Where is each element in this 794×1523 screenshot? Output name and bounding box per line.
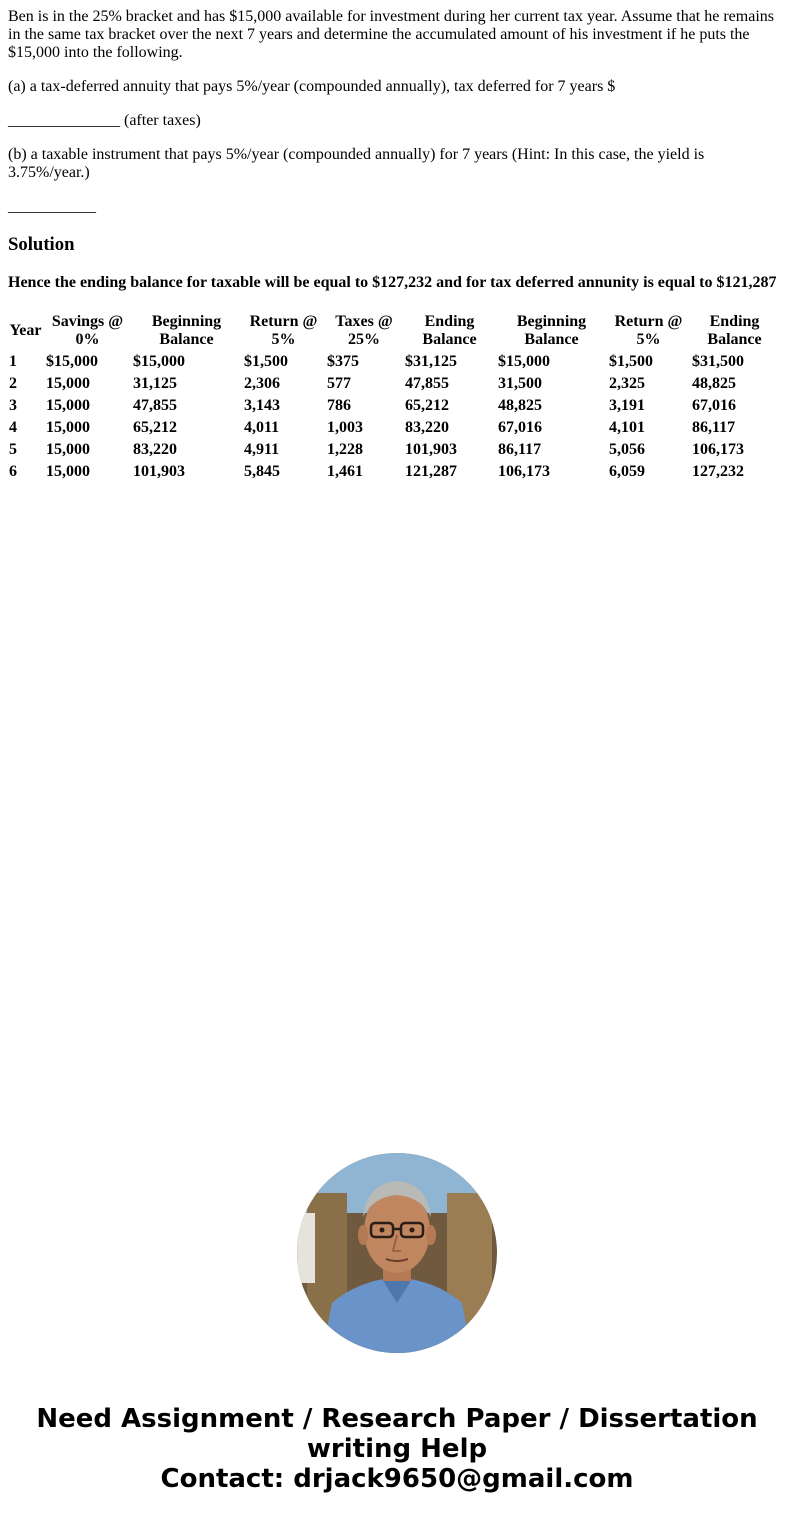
header-ending-balance-2: Ending Balance [707, 313, 762, 348]
header-return: Return @ 5% [249, 313, 318, 348]
person-portrait-icon [297, 1153, 497, 1353]
table-row [8, 352, 778, 372]
table-cell: $15,000 [133, 353, 185, 370]
table-cell: 15,000 [46, 441, 90, 458]
table-cell: 47,855 [133, 397, 177, 414]
header-ending-balance: Ending Balance [422, 313, 477, 348]
table-cell: 83,220 [405, 419, 449, 436]
table-cell: 65,212 [133, 419, 177, 436]
table-cell: 106,173 [692, 441, 744, 458]
header-beginning-balance: Beginning Balance [151, 313, 222, 348]
table-cell: 127,232 [692, 463, 744, 480]
table-cell: 101,903 [133, 463, 185, 480]
table-cell: 4,011 [244, 419, 280, 436]
question-part-b-blank: ___________ [8, 198, 96, 215]
banner-line-1: Need Assignment / Research Paper / Dissertation [36, 1404, 758, 1434]
table-cell: 15,000 [46, 463, 90, 480]
banner-line-2: writing Help [306, 1434, 488, 1464]
document-content [8, 8, 786, 484]
table-cell: 786 [327, 397, 351, 414]
question-intro: Ben is in the 25% bracket and has $15,000 available for investment during her current tax year. Assume that he remains in the same tax bracket over the next 7 years and determine the accumulated amount of his investment if he puts the $15,000 into the following. [8, 8, 774, 61]
table-cell: 48,825 [692, 375, 736, 392]
table-cell: $1,500 [609, 353, 653, 370]
table-cell: 3 [9, 397, 17, 414]
table-cell: 4,911 [244, 441, 280, 458]
table-cell: 1,461 [327, 463, 363, 480]
table-cell: $15,000 [46, 353, 98, 370]
table-cell: 86,117 [498, 441, 542, 458]
table-cell: 83,220 [133, 441, 177, 458]
table-cell: 65,212 [405, 397, 449, 414]
table-row [8, 374, 778, 394]
table-cell: 121,287 [405, 463, 457, 480]
question-part-a-blank: ______________ (after taxes) [8, 112, 201, 129]
table-cell: 1,003 [327, 419, 363, 436]
table-cell: 15,000 [46, 375, 90, 392]
header-year: Year [9, 322, 42, 339]
table-cell: 4 [9, 419, 17, 436]
question-part-a: (a) a tax-deferred annuity that pays 5%/year (compounded annually), tax deferred for 7 years $ [8, 78, 616, 95]
table-cell: 15,000 [46, 397, 90, 414]
question-part-b: (b) a taxable instrument that pays 5%/year (compounded annually) for 7 years (Hint: In this case, the yield is 3.75%/year.) [8, 146, 705, 181]
table-cell: 2,325 [609, 375, 645, 392]
table-cell: 5 [9, 441, 17, 458]
table-cell: 5,845 [244, 463, 280, 480]
table-cell: 101,903 [405, 441, 457, 458]
table-cell: 15,000 [46, 419, 90, 436]
solution-table [6, 310, 780, 484]
table-cell: 31,500 [498, 375, 542, 392]
header-taxes: Taxes @ 25% [335, 313, 393, 348]
table-cell: 577 [327, 375, 351, 392]
table-cell: 1,228 [327, 441, 363, 458]
table-cell: 6 [9, 463, 17, 480]
table-cell: 67,016 [498, 419, 542, 436]
table-cell: 3,191 [609, 397, 645, 414]
table-cell: $31,500 [692, 353, 744, 370]
solution-summary: Hence the ending balance for taxable will be equal to $127,232 and for tax deferred annunity is equal to $121,287 [8, 274, 777, 291]
table-cell: 5,056 [609, 441, 645, 458]
table-cell: 106,173 [498, 463, 550, 480]
table-cell: $31,125 [405, 353, 457, 370]
table-cell: 2,306 [244, 375, 280, 392]
table-row [8, 462, 778, 482]
table-cell: 4,101 [609, 419, 645, 436]
table-cell: 3,143 [244, 397, 280, 414]
table-cell: 6,059 [609, 463, 645, 480]
contact-banner [0, 1404, 794, 1494]
table-row [8, 418, 778, 438]
table-cell: 31,125 [133, 375, 177, 392]
tutor-photo [297, 1153, 497, 1353]
solution-heading: Solution [8, 234, 75, 255]
table-cell: $1,500 [244, 353, 288, 370]
table-cell: 48,825 [498, 397, 542, 414]
table-row [8, 440, 778, 460]
table-header-row [8, 312, 778, 350]
table-cell: 67,016 [692, 397, 736, 414]
table-cell: 86,117 [692, 419, 736, 436]
table-cell: 1 [9, 353, 17, 370]
header-beginning-balance-2: Beginning Balance [516, 313, 587, 348]
table-cell: 2 [9, 375, 17, 392]
header-savings: Savings @ 0% [51, 313, 124, 348]
table-cell: $375 [327, 353, 359, 370]
table-cell: $15,000 [498, 353, 550, 370]
table-cell: 47,855 [405, 375, 449, 392]
banner-contact-email: Contact: drjack9650@gmail.com [160, 1464, 634, 1494]
table-row [8, 396, 778, 416]
header-return-2: Return @ 5% [614, 313, 683, 348]
